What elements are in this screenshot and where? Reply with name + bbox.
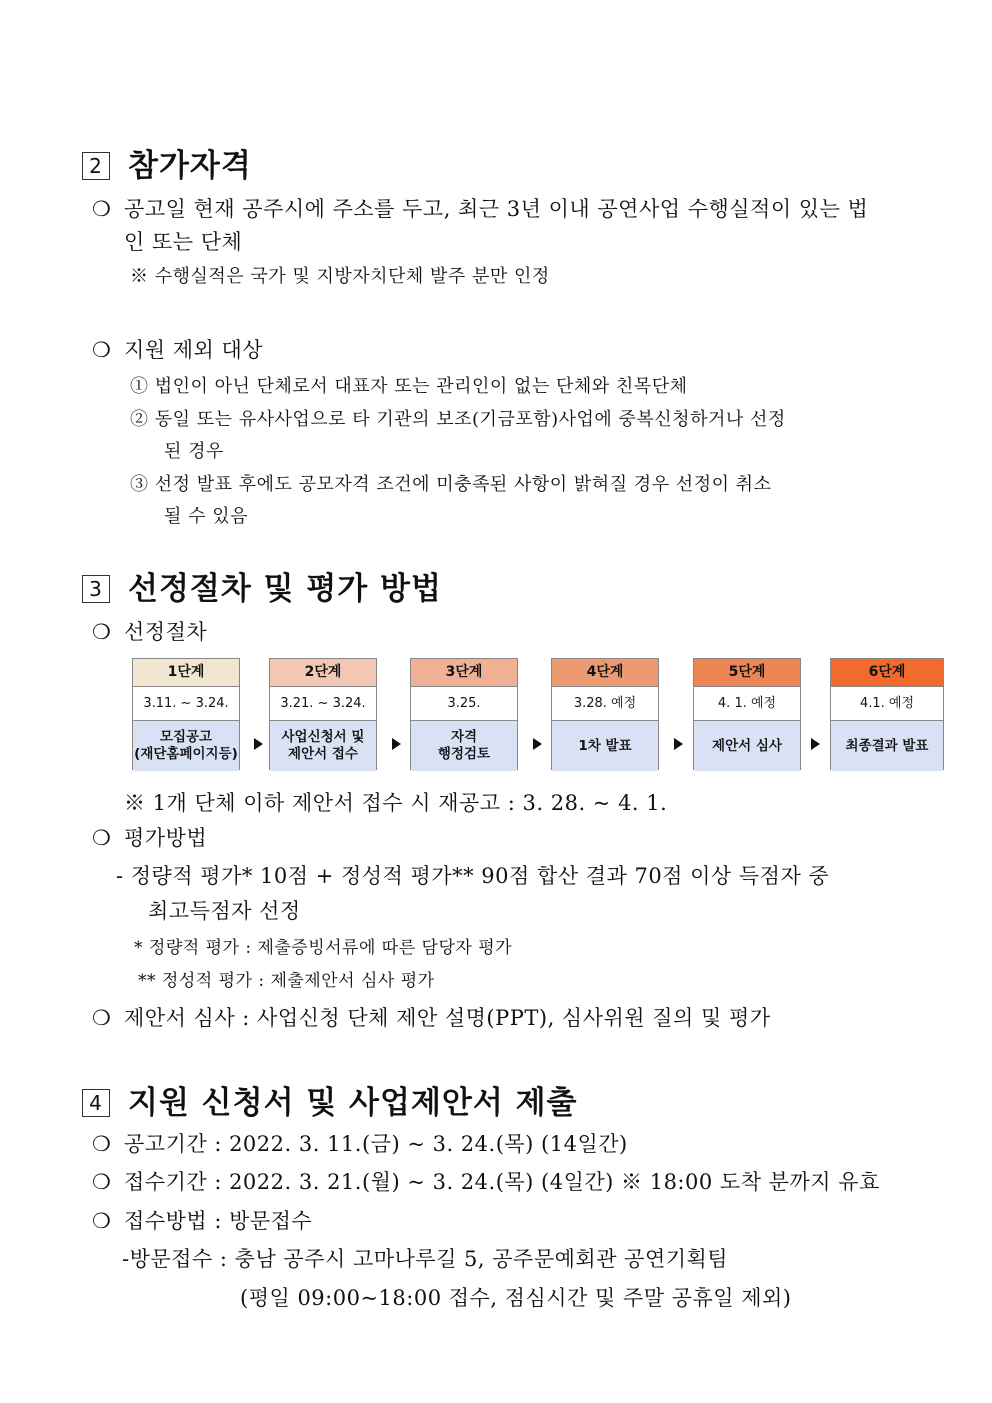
visit-hours: (평일 09:00~18:00 접수, 점심시간 및 주말 공휴일 제외) xyxy=(240,1286,792,1310)
exclusion-item-cont: 된 경우 xyxy=(164,441,224,462)
step-stage: 4단계 xyxy=(552,659,658,687)
step-label: 모집공고 (재단홈페이지등) xyxy=(133,721,239,771)
step-stage: 3단계 xyxy=(411,659,517,687)
step-3 xyxy=(410,658,518,770)
note: ※ 1개 단체 이하 제안서 접수 시 재공고 : 3. 28. ~ 4. 1. xyxy=(124,791,668,815)
step-date: 3.11. ~ 3.24. xyxy=(133,687,239,721)
step-label: 1차 발표 xyxy=(552,721,658,771)
step-stage: 1단계 xyxy=(133,659,239,687)
bullet-line xyxy=(92,822,207,852)
bullet-text: 지원 제외 대상 xyxy=(124,338,264,362)
arrow-right-icon xyxy=(392,738,401,750)
section-heading xyxy=(82,140,252,185)
step-label: 자격 행정검토 xyxy=(411,721,517,771)
exclusion-item: ③ 선정 발표 후에도 공모자격 조건에 미충족된 사항이 밝혀질 경우 선정이 취소 xyxy=(130,474,772,495)
step-stage: 6단계 xyxy=(831,659,943,687)
step-date: 4.1. 예정 xyxy=(831,687,943,721)
arrow-right-icon xyxy=(811,738,820,750)
bullet-text: 평가방법 xyxy=(124,826,208,850)
section-number: 4 xyxy=(82,1089,110,1117)
step-date: 3.25. xyxy=(411,687,517,721)
arrow-right-icon xyxy=(674,738,683,750)
bullet-text: 공고기간 : 2022. 3. 11.(금) ~ 3. 24.(목) (14일간) xyxy=(124,1132,628,1156)
circle-bullet-icon: ❍ xyxy=(92,620,112,644)
step-4 xyxy=(551,658,659,770)
bullet-line xyxy=(92,334,263,364)
bullet-line xyxy=(92,1002,771,1032)
step-stage: 2단계 xyxy=(270,659,376,687)
step-label: 제안서 심사 xyxy=(694,721,800,771)
section-title: 참가자격 xyxy=(128,148,252,184)
section-number: 3 xyxy=(82,575,110,603)
footnote: ** 정성적 평가 : 제출제안서 심사 평가 xyxy=(138,971,435,991)
exclusion-item-cont: 될 수 있음 xyxy=(164,506,248,527)
circle-bullet-icon: ❍ xyxy=(92,338,112,362)
step-5 xyxy=(693,658,801,770)
bullet-line xyxy=(92,193,868,223)
bullet-line xyxy=(92,1205,312,1235)
step-stage: 5단계 xyxy=(694,659,800,687)
step-date: 4. 1. 예정 xyxy=(694,687,800,721)
section-heading xyxy=(82,563,442,608)
section-title: 선정절차 및 평가 방법 xyxy=(128,571,442,607)
bullet-text: 접수방법 : 방문접수 xyxy=(124,1209,313,1233)
step-date: 3.21. ~ 3.24. xyxy=(270,687,376,721)
section-title: 지원 신청서 및 사업제안서 제출 xyxy=(128,1085,578,1121)
step-1 xyxy=(132,658,240,770)
eval-line-cont: 최고득점자 선정 xyxy=(148,899,301,923)
step-label: 사업신청서 및 제안서 접수 xyxy=(270,721,376,771)
section-heading xyxy=(82,1077,577,1122)
step-6 xyxy=(830,658,944,770)
circle-bullet-icon: ❍ xyxy=(92,197,112,221)
arrow-right-icon xyxy=(533,738,542,750)
bullet-text: 선정절차 xyxy=(124,620,208,644)
bullet-line xyxy=(92,616,207,646)
exclusion-item: ② 동일 또는 유사사업으로 타 기관의 보조(기금포함)사업에 중복신청하거나 선정 xyxy=(130,409,786,430)
bullet-line xyxy=(92,1166,880,1196)
step-date: 3.28. 예정 xyxy=(552,687,658,721)
visit-address: -방문접수 : 충남 공주시 고마나루길 5, 공주문예회관 공연기획팀 xyxy=(122,1247,729,1271)
step-label: 최종결과 발표 xyxy=(831,721,943,771)
circle-bullet-icon: ❍ xyxy=(92,1170,112,1194)
footnote: * 정량적 평가 : 제출증빙서류에 따른 담당자 평가 xyxy=(134,938,513,958)
bullet-text: 접수기간 : 2022. 3. 21.(월) ~ 3. 24.(목) (4일간) ※ 18:00 도착 분까지 유효 xyxy=(124,1170,880,1194)
bullet-line xyxy=(92,1128,628,1158)
circle-bullet-icon: ❍ xyxy=(92,1132,112,1156)
circle-bullet-icon: ❍ xyxy=(92,826,112,850)
circle-bullet-icon: ❍ xyxy=(92,1006,112,1030)
exclusion-item: ① 법인이 아닌 단체로서 대표자 또는 관리인이 없는 단체와 친목단체 xyxy=(130,376,688,397)
section-number: 2 xyxy=(82,152,110,180)
circle-bullet-icon: ❍ xyxy=(92,1209,112,1233)
arrow-right-icon xyxy=(254,738,263,750)
note: ※ 수행실적은 국가 및 지방자치단체 발주 분만 인정 xyxy=(130,266,550,287)
bullet-continuation: 인 또는 단체 xyxy=(124,230,243,254)
bullet-text: 공고일 현재 공주시에 주소를 두고, 최근 3년 이내 공연사업 수행실적이 있는 법 xyxy=(124,197,869,221)
bullet-text: 제안서 심사 : 사업신청 단체 제안 설명(PPT), 심사위원 질의 및 평가 xyxy=(124,1006,771,1030)
step-2 xyxy=(269,658,377,770)
eval-line: - 정량적 평가* 10점 + 정성적 평가** 90점 합산 결과 70점 이상 득점자 중 xyxy=(116,864,830,888)
